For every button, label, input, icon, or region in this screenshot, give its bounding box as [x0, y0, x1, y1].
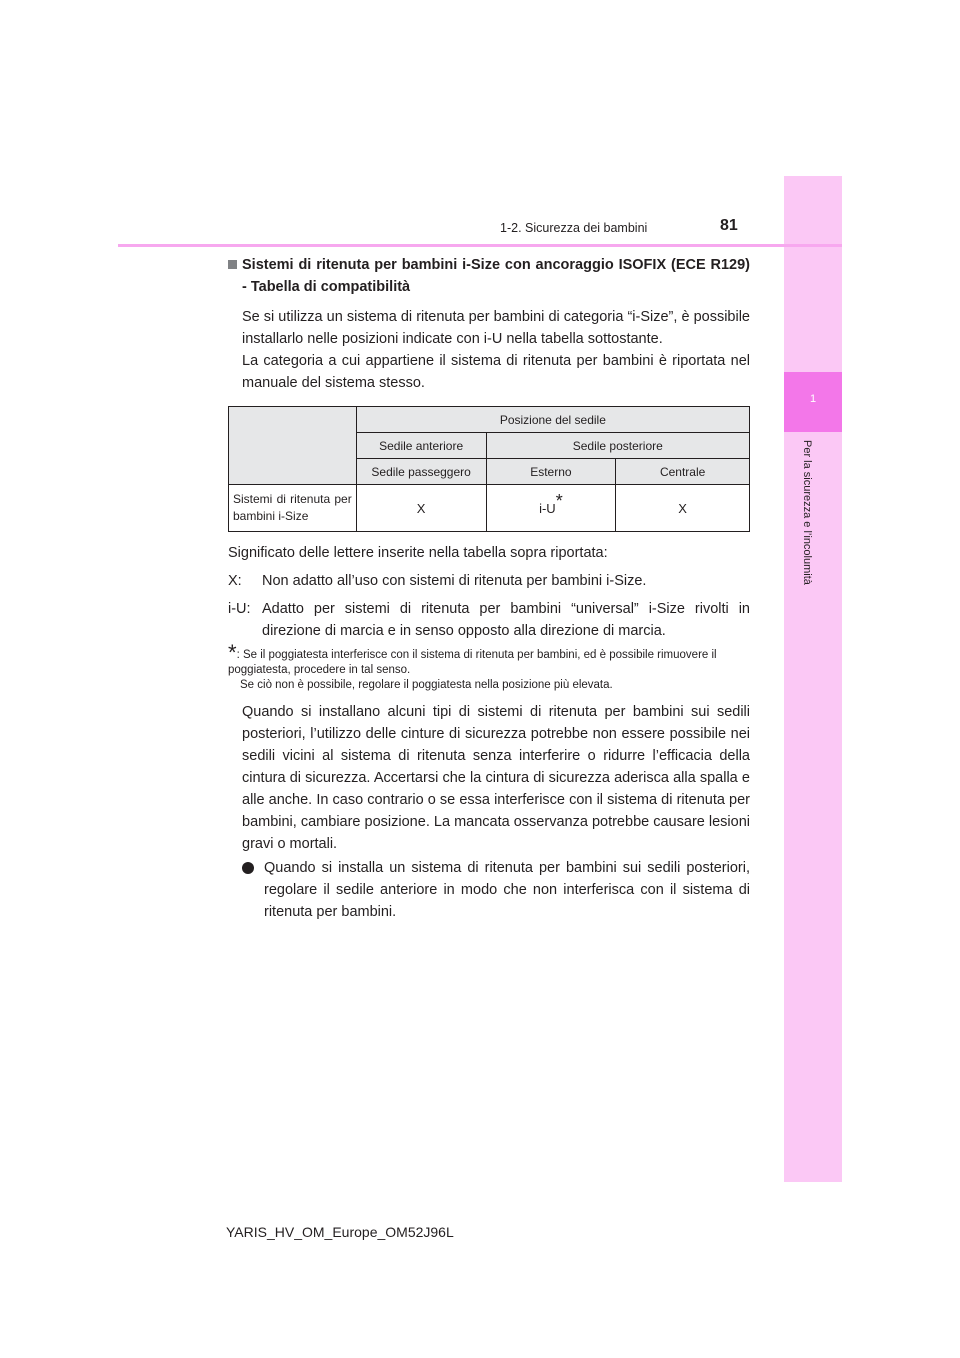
table-header-outboard: Esterno: [486, 459, 616, 485]
chapter-sidebar: [784, 176, 842, 1182]
legend-text-iu: Adatto per sistemi di ritenuta per bambini “universal” i-Size rivolti in direzione di marcia e in senso opposto alla direzione di marcia.: [262, 601, 750, 639]
compatibility-table: [228, 406, 750, 532]
table-header-passenger-seat: Sedile passeggero: [356, 459, 486, 485]
intro-paragraph-2: La categoria a cui appartiene il sistema di ritenuta per bambini è riportata nel manuale del sistema stesso.: [242, 353, 750, 391]
section-heading-text: Sistemi di ritenuta per bambini i-Size con ancoraggio ISOFIX (ECE R129) - Tabella di compatibilità: [242, 257, 750, 295]
section-title: 1-2. Sicurezza dei bambini: [500, 221, 648, 235]
legend-item: [228, 598, 750, 642]
bullet-dot-icon: [242, 862, 254, 874]
square-bullet-icon: [228, 260, 237, 269]
header-rule: [118, 244, 842, 247]
footnote-marker: *: [555, 490, 563, 511]
table-cell-center: X: [616, 485, 750, 532]
footnote-line-2: Se ciò non è possibile, regolare il poggiatesta nella posizione più elevata.: [240, 679, 613, 691]
table-corner-cell: [229, 407, 357, 485]
legend-item: [228, 570, 750, 592]
document-code: YARIS_HV_OM_Europe_OM52J96L: [226, 1224, 454, 1240]
bullet-item: [228, 857, 750, 923]
table-row: [229, 407, 750, 433]
legend-key-iu: i-U:: [228, 601, 251, 617]
table-header-seat-position: Posizione del sedile: [356, 407, 749, 433]
chapter-number: 1: [809, 393, 817, 405]
footnote: [228, 640, 750, 693]
legend-text-x: Non adatto all’uso con sistemi di ritenuta per bambini i-Size.: [262, 573, 647, 589]
page-number: 81: [720, 217, 738, 234]
chapter-title: Per la sicurezza e l’incolumità: [801, 440, 813, 585]
table-cell-passenger: X: [356, 485, 486, 532]
footnote-star: *: [228, 640, 237, 665]
warning-paragraph: Quando si installano alcuni tipi di sistemi di ritenuta per bambini sui sedili posteriori, l’utilizzo delle cinture di sicurezza potrebbe non essere possibile nei sedili vicini al sistema di ritenuta senza interferire o ridurre l’efficacia della cintura di sicurezza. Accertarsi che la cintura di sicurezza aderisca alla spalla e alle anche. In caso contrario o se essa interferisce con il sistema di ritenuta per bambini, cambiare posizione. La mancata osservanza potrebbe causare lesioni gravi o mortali.: [242, 704, 750, 852]
legend: [228, 542, 750, 642]
intro-paragraph-1: Se si utilizza un sistema di ritenuta per bambini di categoria “i-Size”, è possibile installarlo nelle posizioni indicate con i-U nella tabella sottostante.: [242, 309, 750, 347]
page-content: [228, 254, 750, 923]
legend-intro: Significato delle lettere inserite nella tabella sopra riportata:: [228, 545, 608, 561]
table-header-rear-seat: Sedile posteriore: [486, 433, 749, 459]
bullet-text: Quando si installa un sistema di ritenuta per bambini sui sedili posteriori, regolare il sedile anteriore in modo che non interferisca con il sistema di ritenuta per bambini.: [264, 860, 750, 920]
table-row-label: Sistemi di ritenuta per bambini i-Size: [229, 485, 357, 532]
outboard-value: i-U: [539, 500, 556, 516]
table-header-center: Centrale: [616, 459, 750, 485]
table-header-front-seat: Sedile anteriore: [356, 433, 486, 459]
table-cell-outboard: [486, 485, 616, 532]
footnote-line-1: : Se il poggiatesta interferisce con il sistema di ritenuta per bambini, ed è possibile rimuovere il poggiatesta, procedere in tal senso.: [228, 649, 717, 676]
table-row: [229, 485, 750, 532]
legend-key-x: X:: [228, 573, 242, 589]
section-heading: [228, 254, 750, 298]
